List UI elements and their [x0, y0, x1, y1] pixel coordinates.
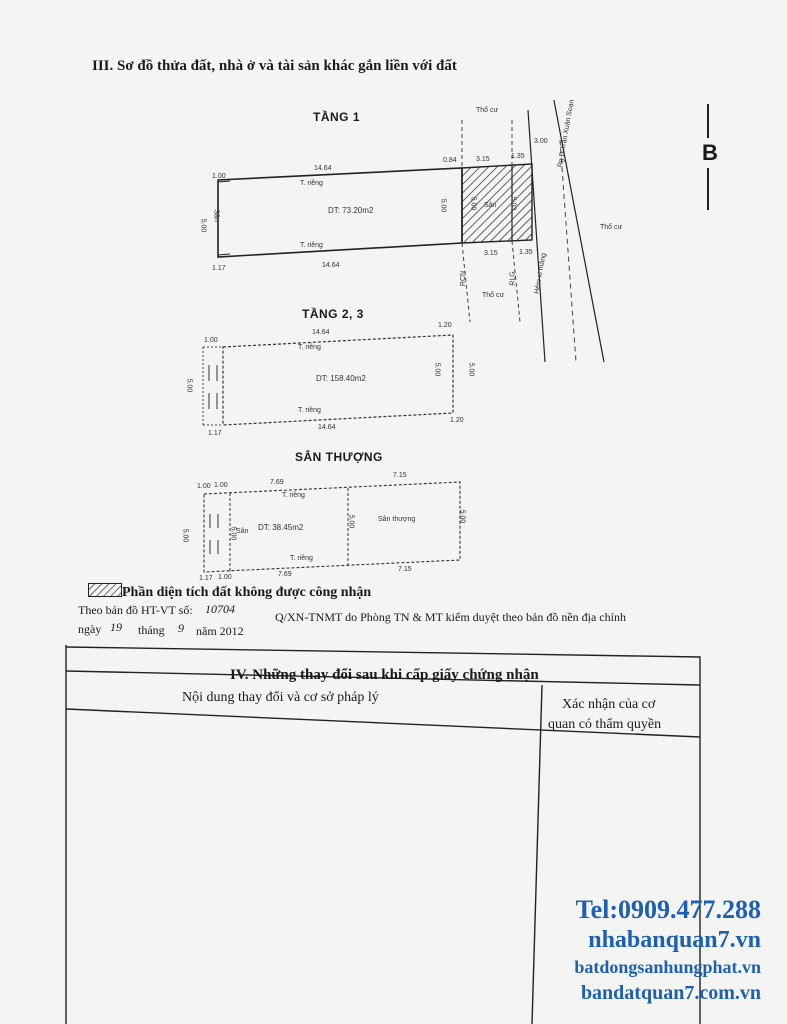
legend-hatch-swatch — [88, 583, 122, 597]
contact-phone: Tel:0909.477.288 — [575, 895, 761, 924]
f1-rlg: RLG — [509, 271, 517, 286]
map-number: 10704 — [205, 602, 235, 616]
terrace-outline — [204, 482, 460, 572]
section4-col2-header-line2: quan có thẩm quyền — [548, 717, 662, 732]
f1-yard-right: Sân — [484, 202, 497, 209]
f1-top-dim-2: 0.84 — [443, 157, 457, 164]
f23-wall-bottom: T. riêng — [298, 407, 321, 414]
side-mark-top — [707, 104, 709, 138]
f1-bottom-dim-3: 1.35 — [519, 249, 533, 256]
contact-site3: bandatquan7.com.vn — [580, 982, 761, 1004]
day-value: 19 — [110, 620, 122, 634]
month-label: tháng — [138, 623, 165, 637]
legend-text: Phần diện tích đất không được công nhận — [122, 585, 372, 600]
ter-side-dim-3: 5.00 — [458, 509, 466, 524]
f23-top-dim-1: 14.64 — [312, 329, 330, 336]
f1-wall-bottom: T. riêng — [300, 242, 323, 249]
contact-site1: nhabanquan7.vn — [588, 927, 761, 953]
f1-area: DT: 73.20m2 — [328, 206, 374, 215]
ter-bottom-dim-3: 7.15 — [398, 566, 412, 573]
f1-top-dim-1: 14.64 — [314, 165, 332, 172]
ter-area: DT: 38.45m2 — [258, 523, 304, 532]
side-letter: B — [702, 140, 718, 165]
day-label: ngày — [78, 622, 102, 636]
f1-side-dim-0: 5.00 — [199, 218, 207, 233]
road-edge — [552, 100, 604, 362]
f1-side-dim-2: 5.00 — [469, 196, 477, 211]
floor23-title: TẦNG 2, 3 — [302, 307, 364, 321]
f23-bottom-dim-1: 14.64 — [318, 424, 336, 431]
f1-road: Rg Đ.Trần Xuân Soạn — [556, 99, 576, 168]
terrace-title: SÂN THƯỢNG — [295, 450, 383, 464]
f1-rcn: RCN — [460, 270, 468, 287]
ter-yard: Sân — [236, 528, 249, 535]
f23-side-dim-1: 5.00 — [433, 362, 441, 377]
f23-bottom-dim-2: 1.20 — [450, 417, 464, 424]
f1-bottom-dim-1: 14.64 — [322, 262, 340, 269]
ter-top-dim-1: 1.00 — [214, 482, 228, 489]
f1-alley: Hẻm xi măng — [533, 252, 548, 295]
ter-top-dim-0: 1.00 — [197, 483, 211, 490]
f1-tho-cu-bottom: Thổ cư — [482, 292, 505, 299]
f1-side-dim-1: 5.00 — [439, 198, 447, 213]
ter-bottom-dim-1: 1.00 — [218, 574, 232, 581]
ter-side-dim-1: 5.00 — [229, 526, 237, 541]
f23-top-dim-2: 1.20 — [438, 322, 452, 329]
map-note-suffix: Q/XN-TNMT do Phòng TN & MT kiểm duyệt theo bản đồ nền địa chính — [275, 610, 626, 624]
f23-top-dim-0: 1.00 — [204, 337, 218, 344]
ter-side-dim-0: 5.00 — [181, 528, 189, 543]
contact-site2: batdongsanhungphat.vn — [574, 957, 761, 977]
floor1-title: TẦNG 1 — [313, 110, 361, 124]
ter-top-dim-3: 7.15 — [393, 472, 407, 479]
f1-bottom-dim-0: 1.17 — [212, 265, 226, 272]
f1-side-dim-3: 5.03 — [509, 196, 517, 211]
ter-bottom-dim-2: 7.69 — [278, 571, 292, 578]
f23-side-dim-2: 5.00 — [467, 362, 475, 377]
ter-top-dim-2: 7.69 — [270, 479, 284, 486]
section4-col1-header: Nội dung thay đổi và cơ sở pháp lý — [182, 690, 379, 705]
f1-tho-cu-top: Thổ cư — [476, 107, 499, 114]
ter-wall-top: T. riêng — [282, 492, 305, 499]
f23-bottom-dim-0: 1.17 — [208, 430, 222, 437]
f1-bottom-dim-2: 3.15 — [484, 250, 498, 257]
year-label: năm 2012 — [196, 624, 244, 638]
ter-bottom-dim-0: 1.17 — [199, 575, 213, 582]
f1-wall-top: T. riêng — [300, 180, 323, 187]
map-note-prefix: Theo bản đồ HT-VT số: — [78, 603, 193, 617]
month-value: 9 — [178, 621, 184, 635]
f1-top-dim-0: 1.00 — [212, 173, 226, 180]
f1-tho-cu-right: Thổ cư — [600, 224, 623, 231]
f1-top-dim-4: 1.35 — [511, 153, 525, 160]
f23-wall-top: T. riêng — [298, 344, 321, 351]
section4-col2-header-line1: Xác nhận của cơ — [562, 697, 656, 712]
f1-top-dim-3: 3.15 — [476, 156, 490, 163]
ter-side-dim-2: 5.00 — [347, 514, 355, 529]
side-mark-bottom — [707, 168, 709, 210]
f1-road-dim: 3.00 — [534, 138, 548, 145]
f1-yard-left: Sân — [212, 209, 220, 222]
ter-terrace-label: Sân thượng — [378, 516, 416, 523]
f23-side-dim-0: 5.00 — [185, 378, 193, 393]
ter-wall-bottom: T. riêng — [290, 555, 313, 562]
section4-title: IV. Những thay đổi sau khi cấp giấy chứng nhận — [230, 667, 539, 683]
f23-area: DT: 158.40m2 — [316, 374, 366, 383]
section3-title: III. Sơ đồ thửa đất, nhà ở và tài sản khác gắn liền với đất — [92, 58, 457, 74]
